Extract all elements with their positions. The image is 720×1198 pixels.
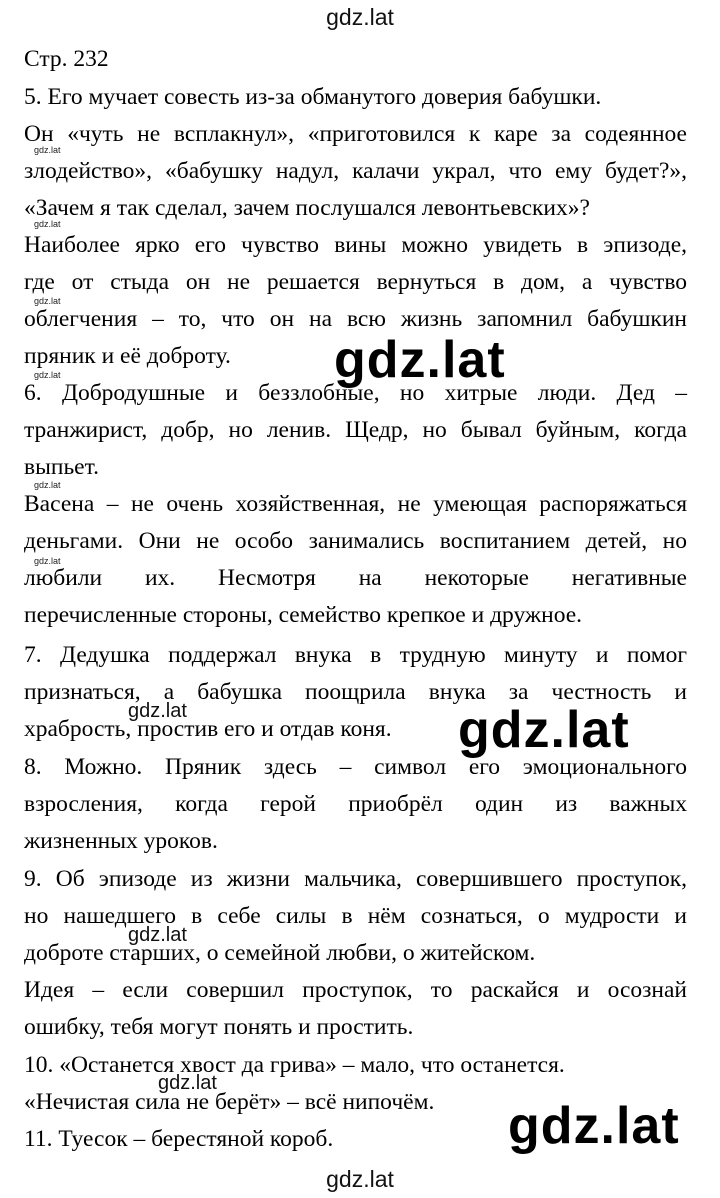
answer-line: Васена – не очень хозяйственная, не умеющая распоряжаться <box>24 491 687 517</box>
watermark-small: gdz.lat <box>34 480 61 490</box>
watermark-medium: gdz.lat <box>128 700 187 722</box>
watermark-medium: gdz.lat <box>158 1072 217 1094</box>
answer-line: злодейство», «бабушку надул, калачи украл, что ему будет?», <box>24 158 687 184</box>
page-number: Стр. 232 <box>24 46 109 72</box>
answer-line: Наиболее ярко его чувство вины можно увидеть в эпизоде, <box>24 232 687 258</box>
answer-line: любили их. Несмотря на некоторые негативные <box>24 565 687 591</box>
watermark-small: gdz.lat <box>34 296 61 306</box>
answer-line: 10. «Останется хвост да грива» – мало, что останется. <box>24 1052 565 1078</box>
answer-line: признаться, а бабушка поощрила внука за честность и <box>24 679 687 705</box>
answer-line: Идея – если совершил проступок, то раскайся и осознай <box>24 977 687 1003</box>
answer-line: где от стыда он не решается вернуться в дом, а чувство <box>24 269 687 295</box>
answer-line: 11. Туесок – берестяной короб. <box>24 1126 334 1152</box>
answer-line: взросления, когда герой приобрёл один из важных <box>24 791 687 817</box>
answer-line: 8. Можно. Пряник здесь – символ его эмоционального <box>24 754 687 780</box>
answer-line: Он «чуть не всплакнул», «приготовился к каре за содеянное <box>24 121 687 147</box>
answer-line: перечисленные стороны, семейство крепкое и дружное. <box>24 602 583 628</box>
answer-line: но нашедшего в себе силы в нём сознаться, о мудрости и <box>24 903 687 929</box>
watermark-large: gdz.lat <box>508 1097 680 1155</box>
watermark-bottom: gdz.lat <box>326 1166 394 1192</box>
watermark-small: gdz.lat <box>34 556 61 566</box>
answer-line: «Нечистая сила не берёт» – всё нипочём. <box>24 1089 435 1115</box>
answer-line: пряник и её доброту. <box>24 343 231 369</box>
watermark-small: gdz.lat <box>34 370 61 380</box>
answer-line: деньгами. Они не особо занимались воспитанием детей, но <box>24 528 687 554</box>
answer-line: жизненных уроков. <box>24 828 218 854</box>
watermark-small: gdz.lat <box>34 219 61 229</box>
watermark-top: gdz.lat <box>326 4 394 30</box>
watermark-medium: gdz.lat <box>128 924 187 946</box>
answer-line: храбрость, простив его и отдав коня. <box>24 716 392 742</box>
answer-line: доброте старших, о семейной любви, о житейском. <box>24 940 536 966</box>
watermark-large: gdz.lat <box>458 701 630 759</box>
answer-line: 5. Его мучает совесть из-за обманутого доверия бабушки. <box>24 84 602 110</box>
answer-line: «Зачем я так сделал, зачем послушался левонтьевских»? <box>24 195 590 221</box>
answer-line: облегчения – то, что он на всю жизнь запомнил бабушкин <box>24 306 687 332</box>
watermark-small: gdz.lat <box>34 145 61 155</box>
answer-line: ошибку, тебя могут понять и простить. <box>24 1014 414 1040</box>
answer-line: 9. Об эпизоде из жизни мальчика, совершившего проступок, <box>24 866 687 892</box>
watermark-large: gdz.lat <box>334 331 506 389</box>
answer-line: транжирист, добр, но ленив. Щедр, но бывал буйным, когда <box>24 417 687 443</box>
answer-line: 6. Добродушные и беззлобные, но хитрые люди. Дед – <box>24 380 687 406</box>
answer-line: выпьет. <box>24 454 99 480</box>
answer-line: 7. Дедушка поддержал внука в трудную минуту и помог <box>24 642 687 668</box>
